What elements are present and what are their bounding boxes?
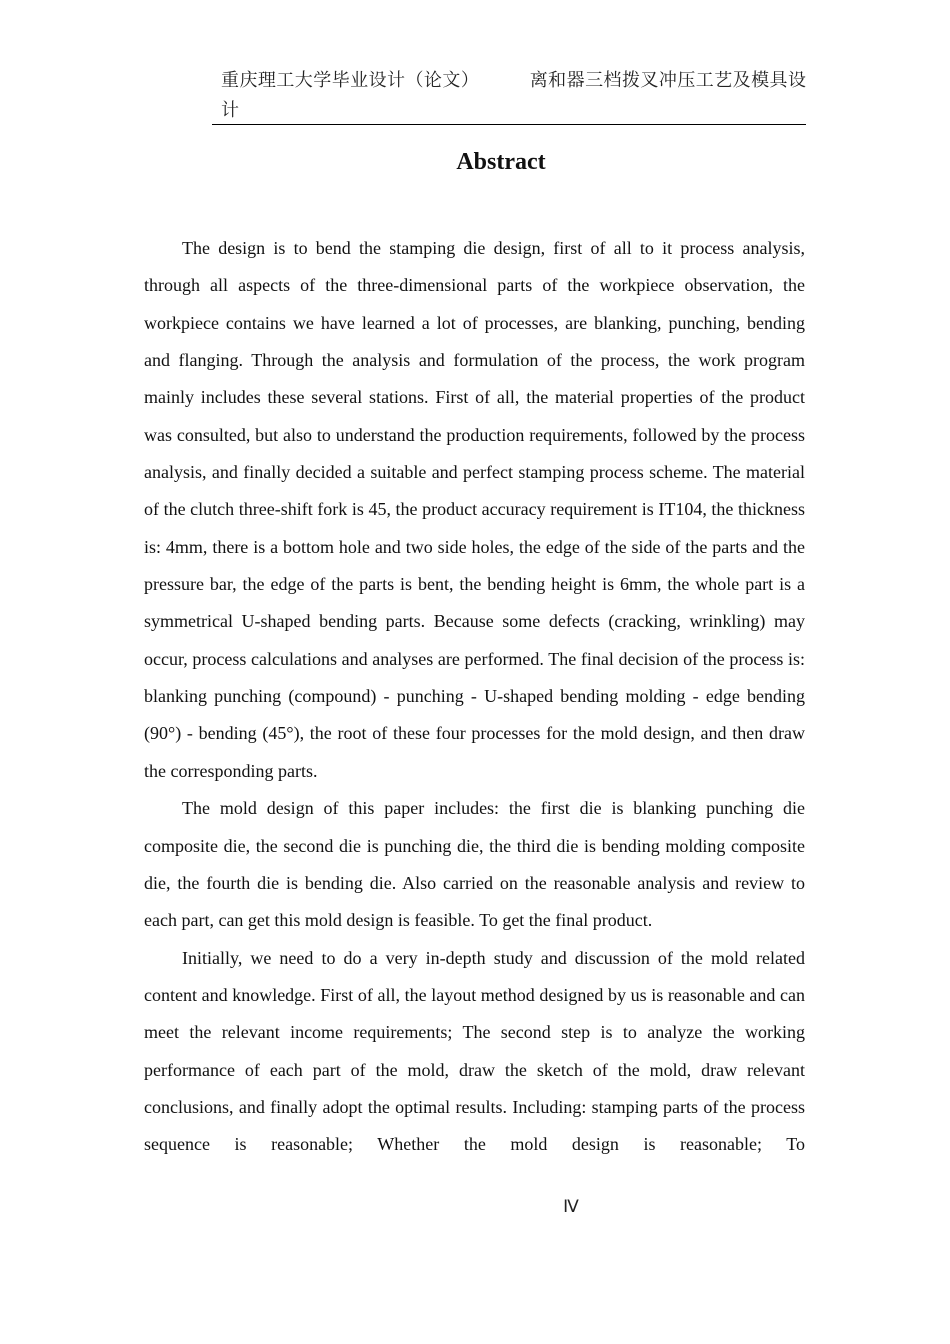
header-thesis-label: 重庆理工大学毕业设计（论文） xyxy=(221,70,480,91)
abstract-paragraph-3: Initially, we need to do a very in-depth study and discussion of the mold related content and knowledge. First of all, the layout method designed by us is reasonable and can meet the relevant income requirements; The second step is to analyze the working performance of each part of the mold, draw the sketch of the mold, draw relevant conclusions, and finally adopt the optimal results. Including: stamping parts of the process sequence is reasonable; Whether the mold design is reasonable; To xyxy=(144,947,805,1155)
header-text xyxy=(221,66,806,126)
abstract-body xyxy=(144,230,805,1164)
abstract-paragraph-2: The mold design of this paper includes: the first die is blanking punching die composite die, the second die is punching die, the third die is bending molding composite die, the fourth die is bending die. Also carried on the reasonable analysis and review to each part, can get this mold design is feasible. To get the final product. xyxy=(144,798,805,931)
page-header xyxy=(212,66,806,125)
abstract-paragraph-1: The design is to bend the stamping die design, first of all to it process analysis, through all aspects of the three-dimensional parts of the workpiece observation, the workpiece contains we have learned a lot of processes, are blanking, punching, bending and flanging. Through the analysis and formulation of the process, the work program mainly includes these several stations. First of all, the material properties of the product was consulted, but also to understand the production requirements, followed by the process analysis, and finally decided a suitable and perfect stamping process scheme. The material of the clutch three-shift fork is 45, the product accuracy requirement is IT104, the thickness is: 4mm, there is a bottom hole and two side holes, the edge of the side of the parts and the pressure bar, the edge of the parts is bent, the bending height is 6mm, the whole part is a symmetrical U-shaped bending parts. Because some defects (cracking, wrinkling) may occur, process calculations and analyses are performed. The final decision of the process is: blanking punching (compound) - punching - U-shaped bending molding - edge bending (90°) - bending (45°), the root of these four processes for the mold design, and then draw the corresponding parts. xyxy=(144,238,805,781)
header-thesis-title: 离和器三档拨叉冲压工艺及模具设计 xyxy=(221,70,807,121)
page-number: Ⅳ xyxy=(563,1197,579,1217)
abstract-heading: Abstract xyxy=(456,149,546,175)
